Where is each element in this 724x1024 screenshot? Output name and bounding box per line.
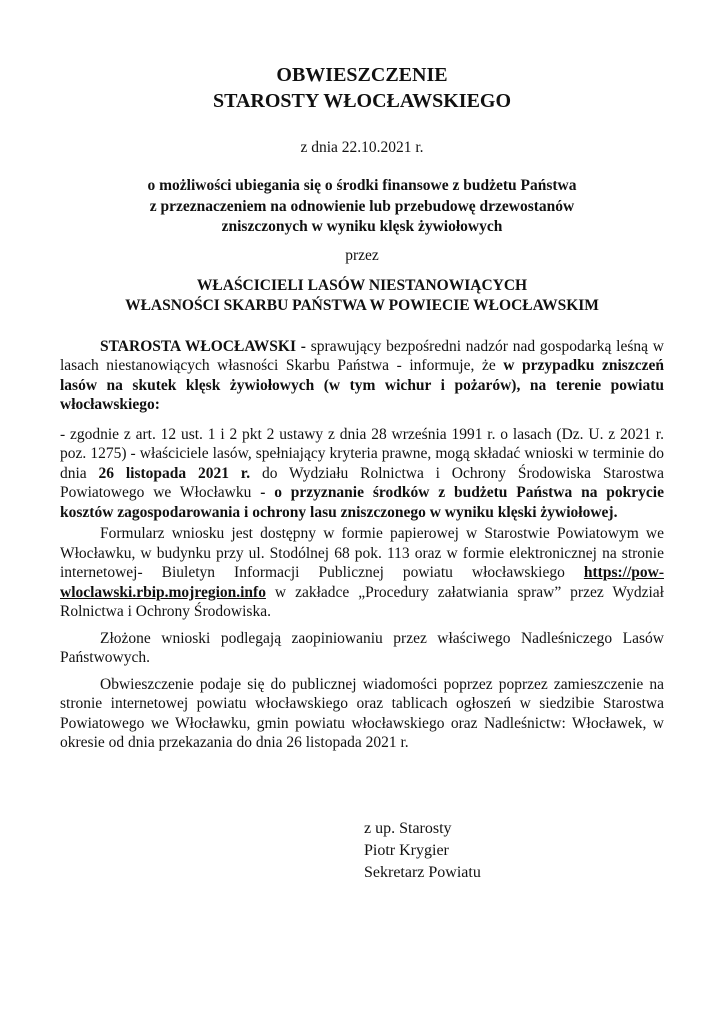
signature-block: [364, 818, 481, 884]
bip-link[interactable]: https://pow-wloclawski.rbip.mojregion.info: [60, 564, 664, 601]
addressees: [60, 276, 664, 317]
intro-text-2: [520, 377, 530, 394]
document-subject: [60, 176, 664, 238]
signature-line-2: Piotr Krygier: [364, 842, 449, 859]
subject-line-3: zniszczonych w wyniku klęsk żywiołowych: [221, 218, 503, 235]
form-text-2: w zakładce „Procedury załatwiania spraw” przez Wydział Rolnictwa i Ochrony Środowiska.: [60, 583, 664, 620]
opinion-paragraph: Złożone wnioski podlegają zaopiniowaniu przez właściwego Nadleśniczego Lasów Państwowych.: [60, 629, 664, 666]
law-deadline: 26 listopada 2021 r.: [98, 464, 251, 482]
subject-line-1: o możliwości ubiegania się o środki finansowe z budżetu Państwa: [147, 177, 577, 194]
title-line-1: OBWIESZCZENIE: [276, 64, 448, 86]
intro-bold-3: na terenie powiatu włocławskiego:: [60, 376, 664, 413]
form-paragraph: [60, 524, 664, 622]
law-paragraph: [60, 425, 664, 523]
intro-lead: STAROSTA WŁOCŁAWSKI -: [100, 337, 306, 355]
law-text-1: - zgodnie z art. 12 ust. 1 i 2 pkt 2 ustawy z dnia 28 września 1991 r. o lasach (Dz. U. z 2021 r. poz. 1275) - właściciele lasów, spełniający kryteria prawne, mogą składać wnioski w terminie do dnia: [60, 425, 664, 482]
przez-text: przez: [345, 246, 379, 264]
intro-bold-2: w przypadku zniszczeń lasów na skutek klęsk żywiołowych (w tym wichur i pożarów),: [60, 357, 664, 394]
law-text-2: do Wydziału Rolnictwa i Ochrony Środowiska Starostwa Powiatowego we Włocławku: [60, 464, 664, 501]
law-bold-end: - o przyznanie środków z budżetu Państwa na pokrycie kosztów zagospodarowania i ochrony lasu zniszczonego w wyniku klęski żywiołowej.: [60, 484, 664, 521]
addressees-line-2: WŁASNOŚCI SKARBU PAŃSTWA W POWIECIE WŁOCŁAWSKIM: [125, 297, 599, 314]
intro-text-1: sprawujący bezpośredni nadzór nad gospodarką leśną w lasach niestanowiących własności Skarbu Państwa - informuje, że: [60, 337, 664, 374]
signature-line-3: Sekretarz Powiatu: [364, 864, 481, 881]
document-title: [60, 62, 664, 114]
intro-paragraph: [60, 337, 664, 415]
document-date: z dnia 22.10.2021 r.: [300, 139, 424, 156]
publication-paragraph: Obwieszczenie podaje się do publicznej wiadomości poprzez poprzez zamieszczenie na stronie internetowej powiatu włocławskiego oraz tablicach ogłoszeń w siedzibie Starostwa Powiatowego we Włocławku, gmin powiatu włocławskiego oraz Nadleśnictw: Włocławek, w okresie od dnia przekazania do dnia 26 listopada 2021 r.: [60, 675, 664, 751]
addressees-line-1: WŁAŚCICIELI LASÓW NIESTANOWIĄCYCH: [196, 276, 528, 294]
subject-line-2: z przeznaczeniem na odnowienie lub przebudowę drzewostanów: [149, 197, 575, 215]
signature-line-1: z up. Starosty: [364, 820, 452, 837]
title-line-2: STAROSTY WŁOCŁAWSKIEGO: [212, 90, 512, 112]
form-text-1: Formularz wniosku jest dostępny w formie papierowej w Starostwie Powiatowym we Włocławku, w budynku przy ul. Stodólnej 68 pok. 113 oraz w formie elektronicznej na stronie internetowej- Biuletyn Informacji Publicznej powiatu włocławskiego: [60, 525, 664, 581]
